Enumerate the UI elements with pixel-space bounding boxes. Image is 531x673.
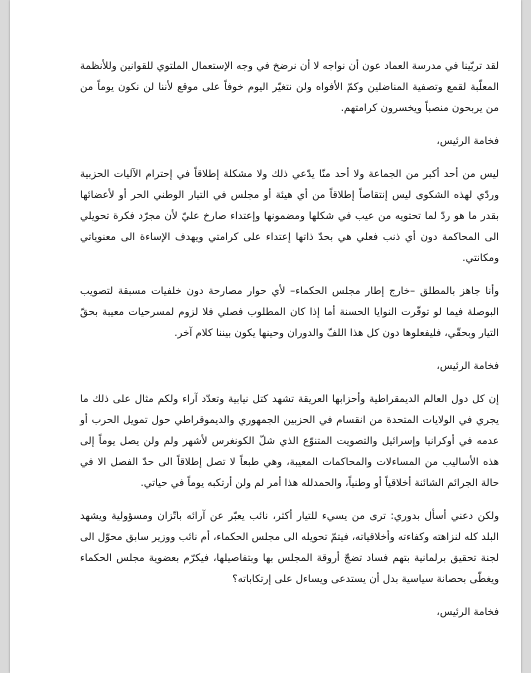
paragraph: ليس من أحد أكبر من الجماعة ولا أحد منّا يدّعي ذلك ولا مشكلة إطلاقاً في إحترام الآليات الحزبية وردّي لهذه الشكوى ليس إنتقاصاً إطلاقاً من أي هيئة أو مجلس في التيار الوطني الحر أو لأعضائها بقدر ما هو ردّ لما تحتويه من عيب في شكلها ومضمونها وإعتداء صارخ عليّ لأن مجرّد فكرة تحويلي الى المحاكمة دون أي ذنب فعلي هي بحدّ ذاتها إعتداء على كرامتي ويهدف الإساءة الى معنوياتي ومكانتي. bbox=[80, 169, 499, 264]
paragraph: وأنا جاهز بالمطلق –خارج إطار مجلس الحكماء– لأي حوار مصارحة دون خلفيات مسبقة لتصويب البوصلة فيما لو توفّرت النوايا الحسنة أما إذا كان المطلوب فصلي فلا لزوم لمسرحيات معيبة بحقّ التيار وبحقّي، فليفعلوها دون كل هذا اللفّ والدوران وحينها يكون بيننا كلام آخر. bbox=[80, 286, 499, 339]
paragraph: ولكن دعني أسأل بدوري: ترى من يسيء للتيار أكثر، نائب يعبّر عن آرائه باتّزان ومسؤولية ويشهد البلد كله لنزاهته وكفاءته وأخلاقياته، فيتمّ تحويله الى مجلس الحكماء، أم نائب ووزير سابق محوّل الى لجنة تحقيق برلمانية بتهم فساد تضجّ أروقة المجلس بها وبتفاصيلها، فيكرّم بعضوية مجلس الحكماء ويغطّى بحصانة سياسية بدل أن يستدعى ويساءل على إرتكاباته؟ bbox=[80, 511, 499, 585]
salutation: فخامة الرئيس، bbox=[436, 607, 499, 618]
document-body bbox=[80, 56, 499, 635]
paragraph: إن كل دول العالم الديمقراطية وأحزابها العريقة تشهد كتل نيابية وتعدّد آراء ولكم مثال على ذلك ما يجري في الولايات المتحدة من انقسام في الحزبين الجمهوري والديموقراطي حول تمويل الحرب أو عدمه في أوكرانيا وإسرائيل والتصويت المتنوّع الذي شلّ الكونغرس لأشهر ولم ولن يصل يوماً إلى هذه الأساليب من المساءلات والمحاكمات المعيبة، وهي طبعاً لا تصل إطلاقاً الى حدّ الفصل الا في حالة الجرائم الشائنة أخلاقياً أو وطنياً، والحمدلله هذا أمر لم ولن أرتكبه يوماً في حياتي. bbox=[80, 394, 499, 489]
paragraph: لقد تربّينا في مدرسة العماد عون أن نواجه لا أن نرضخ في وجه الإستعمال الملتوي للقوانين وللأنظمة المعلّبة لقمع وتصفية المناضلين وكمّ الأفواه ولن نتغيّر اليوم خوفاً على موقع لأننا لن نكون يوماً من من يربحون منصباً ويخسرون كرامتهم. bbox=[80, 61, 499, 114]
document-page bbox=[10, 0, 521, 673]
salutation: فخامة الرئيس، bbox=[436, 361, 499, 372]
salutation: فخامة الرئيس، bbox=[436, 136, 499, 147]
